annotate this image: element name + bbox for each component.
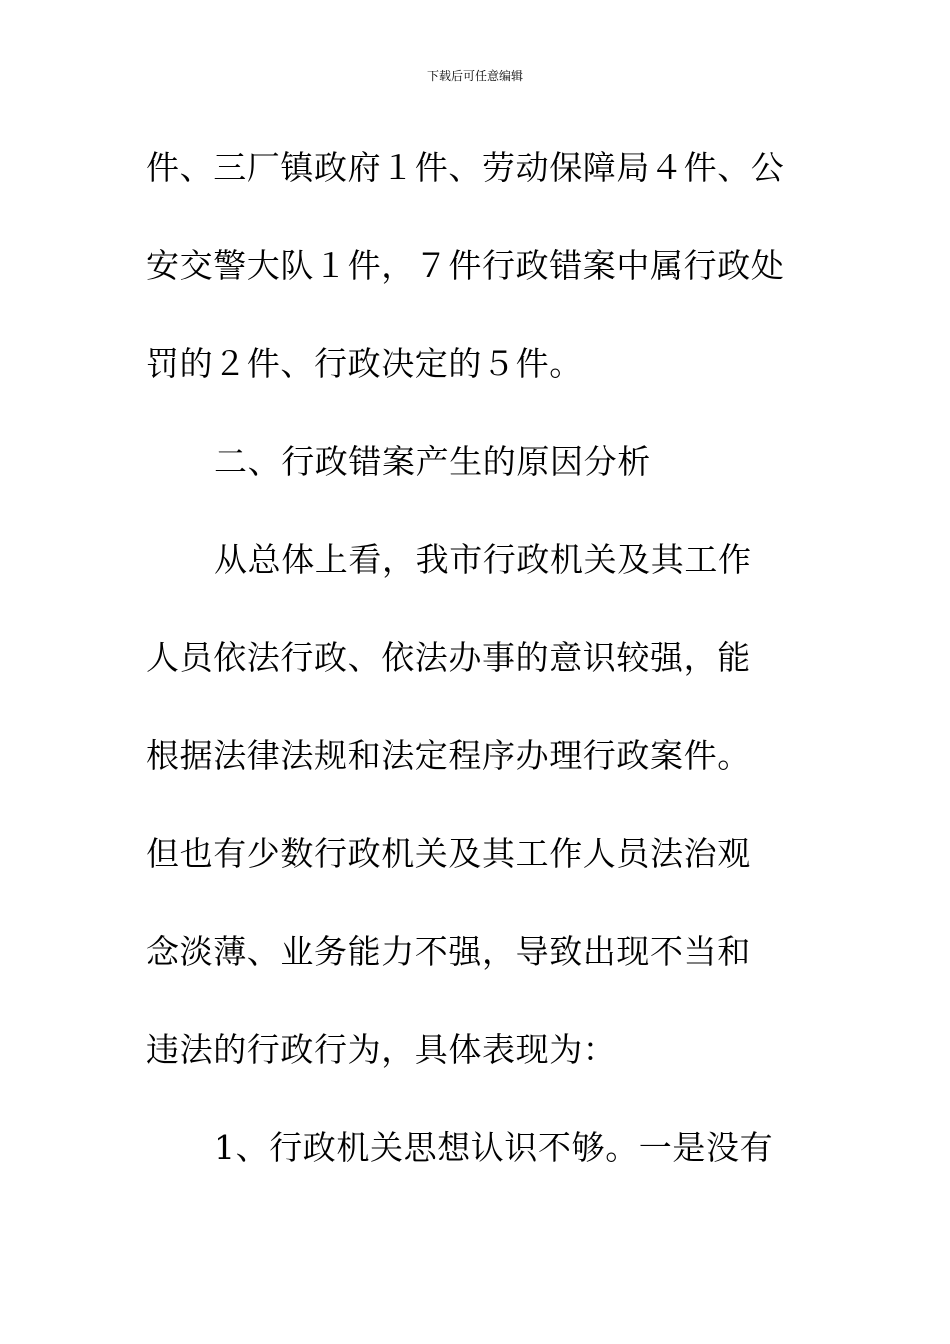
text-line: 违法的行政行为，具体表现为： [146,1030,617,1069]
page-header: 下载后可任意编辑 [426,69,523,83]
section-heading: 二、行政错案产生的原因分析 [214,442,651,481]
text-line: 但也有少数行政机关及其工作人员法治观 [146,834,751,873]
text-line: 罚的２件、行政决定的５件。 [146,344,583,383]
list-item-line: 1、行政机关思想认识不够。一是没有 [214,1128,774,1167]
text-line: 件、三厂镇政府１件、劳动保障局４件、公 [146,148,785,187]
text-line: 人员依法行政、依法办事的意识较强，能 [146,638,751,677]
text-line: 安交警大队１件，７件行政错案中属行政处 [146,246,785,285]
text-line: 念淡薄、业务能力不强，导致出现不当和 [146,932,751,971]
document-body [146,119,806,1197]
paragraph-start-line: 从总体上看，我市行政机关及其工作 [214,540,752,579]
text-line: 根据法律法规和法定程序办理行政案件。 [146,736,751,775]
